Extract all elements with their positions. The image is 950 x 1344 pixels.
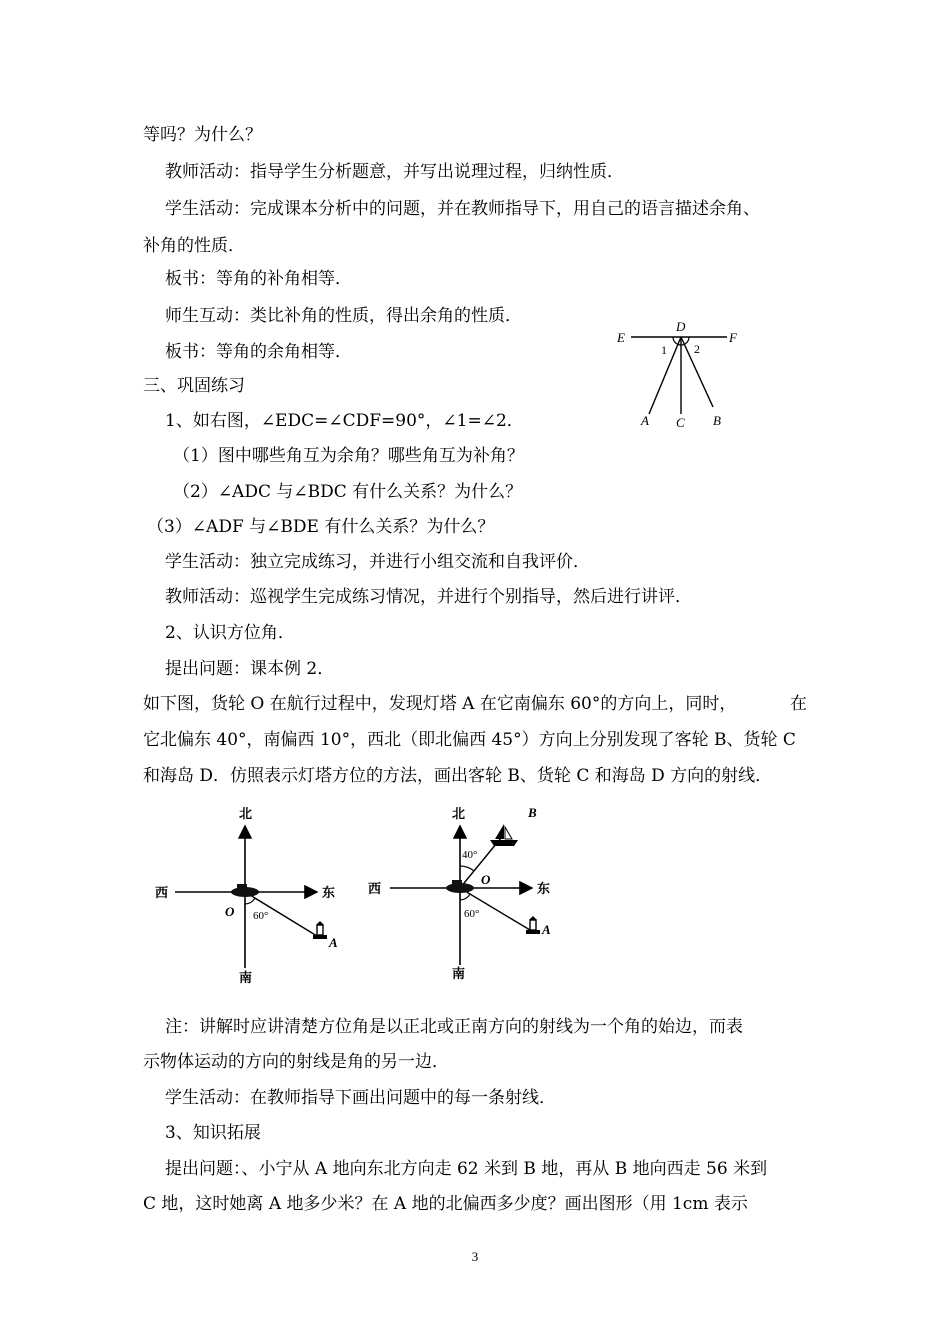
label-o: O: [225, 904, 235, 919]
paragraph-line: 学生活动：独立完成练习，并进行小组交流和自我评价．: [165, 552, 590, 572]
label-east: 东: [322, 885, 336, 900]
label-west: 西: [368, 881, 382, 896]
paragraph-line: 板书：等角的补角相等．: [165, 269, 352, 289]
exercise-subitem: （3）∠ADF 与∠BDE 有什么关系？为什么？: [147, 517, 495, 537]
paragraph-line: 教师活动：巡视学生完成练习情况，并进行个别指导，然后进行讲评．: [165, 587, 692, 607]
paragraph-text: 如下图，货轮 O 在航行过程中，发现灯塔 A 在它南偏东 60°的方向上，同时，: [143, 694, 737, 714]
label-angle-1: 1: [661, 343, 667, 357]
label-c: C: [676, 415, 685, 430]
lighthouse-a: [526, 916, 540, 934]
exercise-item: 1、如右图，∠EDC=∠CDF=90°，∠1=∠2．: [165, 411, 524, 431]
section-heading: 三、巩固练习: [143, 376, 245, 396]
paragraph-line: 提出问题：、小宁从 A 地向东北方向走 62 米到 B 地，再从 B 地向西走 56 米到: [165, 1159, 768, 1179]
exercise-subitem: （1）图中哪些角互为余角？哪些角互为补角？: [173, 446, 524, 466]
lighthouse-a: [313, 921, 327, 939]
angle-arc-60: [460, 894, 470, 900]
note-line: 注：讲解时应讲清楚方位角是以正北或正南方向的射线为一个角的始边，而表: [165, 1017, 743, 1037]
label-angle-60: 60°: [253, 910, 269, 922]
note-line: 示物体运动的方向的射线是角的另一边．: [143, 1052, 449, 1072]
compass-diagram-right: [360, 800, 570, 1000]
label-a: A: [329, 935, 338, 950]
exercise-subitem: （2）∠ADC 与∠BDC 有什么关系？为什么？: [173, 482, 523, 502]
label-f: F: [729, 330, 737, 345]
page-number: 3: [471, 1249, 479, 1264]
angle-arc-40: [460, 866, 474, 871]
paragraph-line: 提出问题：课本例 2．: [165, 659, 335, 679]
label-angle-2: 2: [694, 342, 700, 356]
paragraph-line: 它北偏东 40°，南偏西 10°，西北（即北偏西 45°）方向上分别发现了客轮 B、货轮 C: [143, 730, 796, 750]
label-o: O: [481, 872, 491, 887]
angle-arc-60: [245, 898, 255, 904]
paragraph-line: 学生活动：完成课本分析中的问题，并在教师指导下，用自己的语言描述余角、: [165, 199, 760, 219]
label-d: D: [676, 319, 686, 334]
paragraph-line: 补角的性质．: [143, 236, 245, 256]
label-west: 西: [155, 885, 169, 900]
label-a: A: [542, 922, 551, 937]
ship-b: [490, 824, 518, 846]
paragraph-line: 板书：等角的余角相等．: [165, 342, 352, 362]
label-e: E: [617, 330, 625, 345]
label-b: B: [528, 805, 537, 820]
paragraph-line: C 地，这时她离 A 地多少米？在 A 地的北偏西多少度？画出图形（用 1cm 表示: [143, 1194, 748, 1214]
label-b: B: [713, 413, 721, 428]
label-north: 北: [452, 806, 466, 821]
exercise-item: 2、认识方位角．: [165, 623, 295, 643]
angle-figure: [615, 318, 750, 433]
label-a: A: [641, 413, 649, 428]
paragraph-line: 师生互动：类比补角的性质，得出余角的性质．: [165, 306, 522, 326]
paragraph-line: 学生活动：在教师指导下画出问题中的每一条射线．: [165, 1088, 556, 1108]
paragraph-text: 在: [790, 694, 807, 714]
label-south: 南: [239, 970, 253, 985]
label-angle-60: 60°: [464, 908, 480, 920]
paragraph-line: 和海岛 D．仿照表示灯塔方位的方法，画出客轮 B、货轮 C 和海岛 D 方向的射线．: [143, 766, 773, 786]
compass-diagram-left: [145, 800, 355, 1000]
label-north: 北: [239, 806, 253, 821]
paragraph-line: 等吗？为什么？: [143, 125, 262, 145]
label-south: 南: [452, 966, 466, 981]
label-east: 东: [537, 881, 551, 896]
label-angle-40: 40°: [462, 849, 478, 861]
exercise-item: 3、知识拓展: [165, 1123, 261, 1143]
paragraph-line: [143, 693, 807, 715]
paragraph-line: 教师活动：指导学生分析题意，并写出说理过程，归纳性质．: [165, 162, 624, 182]
